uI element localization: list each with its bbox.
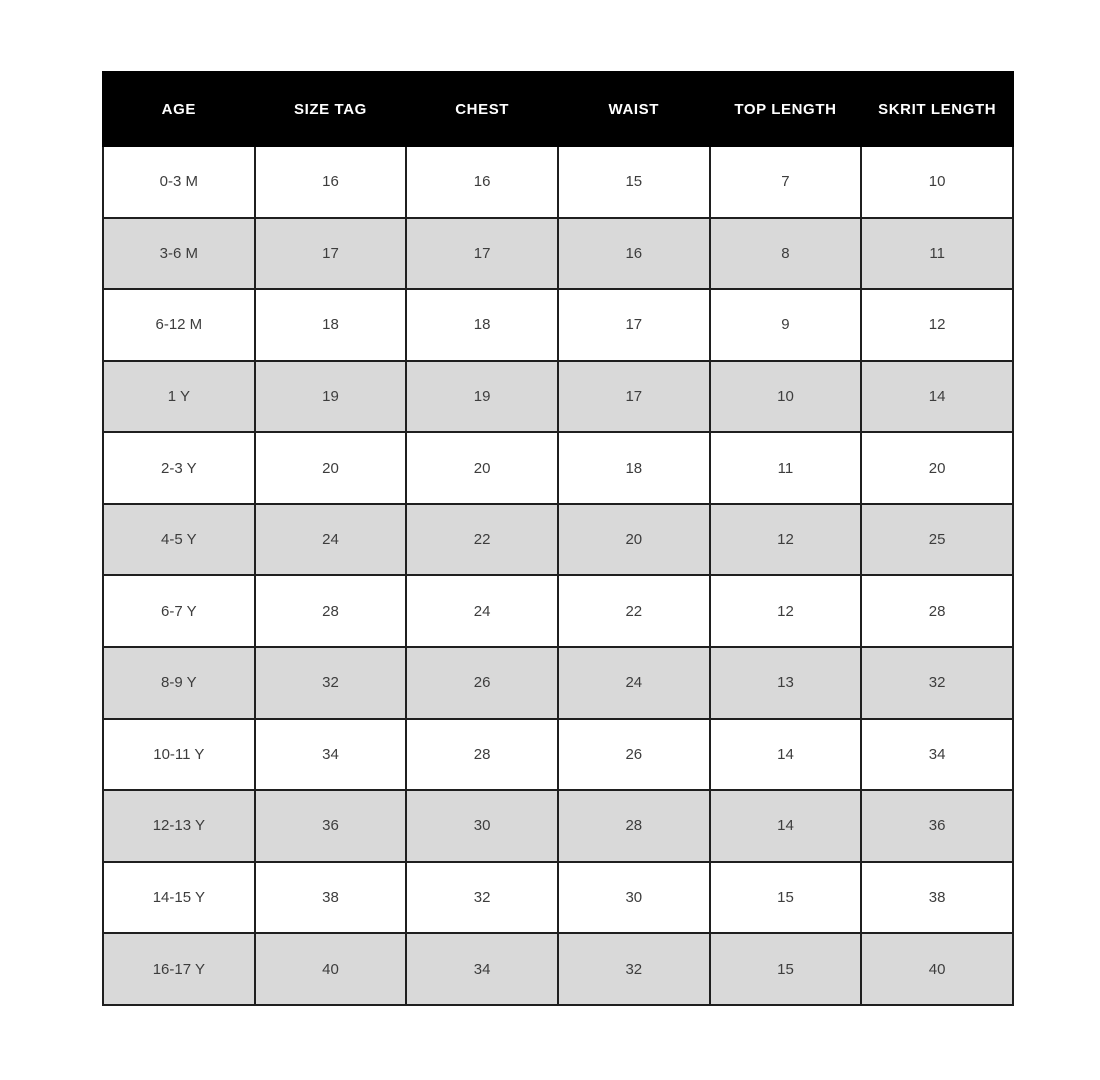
cell-chest: 22 (406, 504, 558, 576)
cell-chest: 17 (406, 218, 558, 290)
cell-top-length: 8 (710, 218, 862, 290)
cell-waist: 28 (558, 790, 710, 862)
cell-size-tag: 28 (255, 575, 407, 647)
size-chart (102, 71, 1014, 1006)
cell-chest: 26 (406, 647, 558, 719)
column-header-age: AGE (103, 72, 255, 146)
cell-top-length: 13 (710, 647, 862, 719)
cell-chest: 32 (406, 862, 558, 934)
cell-skirt-length: 12 (861, 289, 1013, 361)
cell-top-length: 15 (710, 862, 862, 934)
table-row (103, 575, 1013, 647)
table-body (103, 146, 1013, 1005)
cell-chest: 24 (406, 575, 558, 647)
cell-skirt-length: 25 (861, 504, 1013, 576)
cell-waist: 20 (558, 504, 710, 576)
cell-top-length: 11 (710, 432, 862, 504)
cell-age: 4-5 Y (103, 504, 255, 576)
cell-top-length: 12 (710, 504, 862, 576)
cell-skirt-length: 36 (861, 790, 1013, 862)
column-header-waist: WAIST (558, 72, 710, 146)
table-row (103, 504, 1013, 576)
cell-age: 12-13 Y (103, 790, 255, 862)
cell-top-length: 14 (710, 790, 862, 862)
cell-age: 3-6 M (103, 218, 255, 290)
cell-skirt-length: 11 (861, 218, 1013, 290)
cell-waist: 16 (558, 218, 710, 290)
table-row (103, 790, 1013, 862)
cell-skirt-length: 10 (861, 146, 1013, 218)
cell-waist: 17 (558, 361, 710, 433)
cell-waist: 32 (558, 933, 710, 1005)
cell-age: 0-3 M (103, 146, 255, 218)
table-row (103, 647, 1013, 719)
cell-waist: 15 (558, 146, 710, 218)
cell-chest: 34 (406, 933, 558, 1005)
cell-size-tag: 20 (255, 432, 407, 504)
table-header (103, 72, 1013, 146)
cell-waist: 18 (558, 432, 710, 504)
table-row (103, 933, 1013, 1005)
cell-size-tag: 19 (255, 361, 407, 433)
cell-waist: 26 (558, 719, 710, 791)
cell-chest: 16 (406, 146, 558, 218)
cell-top-length: 10 (710, 361, 862, 433)
cell-skirt-length: 32 (861, 647, 1013, 719)
cell-waist: 30 (558, 862, 710, 934)
cell-chest: 18 (406, 289, 558, 361)
table-row (103, 289, 1013, 361)
cell-skirt-length: 14 (861, 361, 1013, 433)
column-header-size-tag: SIZE TAG (255, 72, 407, 146)
cell-size-tag: 38 (255, 862, 407, 934)
cell-age: 2-3 Y (103, 432, 255, 504)
cell-age: 6-7 Y (103, 575, 255, 647)
cell-chest: 20 (406, 432, 558, 504)
column-header-top-length: TOP LENGTH (710, 72, 862, 146)
cell-age: 6-12 M (103, 289, 255, 361)
cell-size-tag: 18 (255, 289, 407, 361)
table-row (103, 432, 1013, 504)
cell-skirt-length: 20 (861, 432, 1013, 504)
cell-top-length: 9 (710, 289, 862, 361)
cell-chest: 19 (406, 361, 558, 433)
cell-skirt-length: 28 (861, 575, 1013, 647)
table-row (103, 361, 1013, 433)
size-chart-table (102, 71, 1014, 1006)
cell-top-length: 12 (710, 575, 862, 647)
column-header-chest: CHEST (406, 72, 558, 146)
cell-skirt-length: 38 (861, 862, 1013, 934)
cell-waist: 24 (558, 647, 710, 719)
cell-age: 1 Y (103, 361, 255, 433)
cell-skirt-length: 40 (861, 933, 1013, 1005)
table-row (103, 218, 1013, 290)
cell-waist: 17 (558, 289, 710, 361)
cell-size-tag: 32 (255, 647, 407, 719)
cell-top-length: 7 (710, 146, 862, 218)
cell-size-tag: 34 (255, 719, 407, 791)
cell-size-tag: 24 (255, 504, 407, 576)
cell-size-tag: 40 (255, 933, 407, 1005)
cell-waist: 22 (558, 575, 710, 647)
cell-size-tag: 16 (255, 146, 407, 218)
cell-age: 16-17 Y (103, 933, 255, 1005)
cell-chest: 28 (406, 719, 558, 791)
cell-size-tag: 36 (255, 790, 407, 862)
table-row (103, 719, 1013, 791)
cell-size-tag: 17 (255, 218, 407, 290)
cell-top-length: 14 (710, 719, 862, 791)
cell-age: 8-9 Y (103, 647, 255, 719)
cell-top-length: 15 (710, 933, 862, 1005)
table-header-row (103, 72, 1013, 146)
table-row (103, 146, 1013, 218)
cell-age: 14-15 Y (103, 862, 255, 934)
cell-skirt-length: 34 (861, 719, 1013, 791)
cell-age: 10-11 Y (103, 719, 255, 791)
column-header-skirt-length: SKRIT LENGTH (861, 72, 1013, 146)
table-row (103, 862, 1013, 934)
cell-chest: 30 (406, 790, 558, 862)
